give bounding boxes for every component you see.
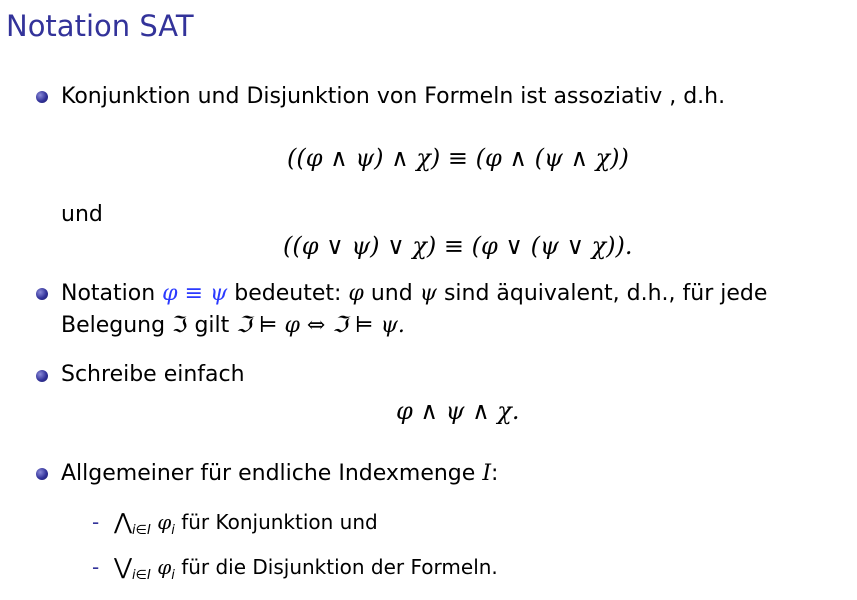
sub-item-2-text: für die Disjunktion der Formeln.	[181, 555, 498, 579]
big-disjunction-subscript: i∈I	[132, 568, 151, 583]
colon: :	[491, 461, 499, 486]
associativity-formula-or: ((φ ∨ ψ) ∨ χ) ≡ (φ ∨ (ψ ∨ χ)).	[283, 232, 633, 260]
big-disjunction-operator: ⋁	[114, 555, 133, 580]
bullet-4-marker	[36, 468, 48, 480]
index-set-symbol: I	[482, 461, 492, 486]
phi-i-formula: φ	[157, 510, 172, 534]
notation-formula: φ ≡ ψ	[162, 281, 228, 306]
associativity-formula-and: ((φ ∧ ψ) ∧ χ) ≡ (φ ∧ (ψ ∧ χ))	[287, 144, 629, 172]
sub-item-2	[114, 553, 498, 590]
gilt-text: gilt	[194, 313, 230, 338]
interpretation-symbol: ℑ	[172, 313, 188, 338]
sub-item-1-dash: -	[92, 510, 100, 534]
bullet-3-marker	[36, 370, 48, 382]
bullet-2-marker	[36, 288, 48, 300]
sub-item-2-dash: -	[92, 555, 100, 579]
sub-item-1-text: für Konjunktion und	[181, 510, 378, 534]
und-text: und	[370, 281, 413, 306]
big-conjunction-subscript: i∈I	[132, 523, 151, 538]
phi-i-subscript: i	[171, 523, 175, 538]
equivalence-text: sind äquivalent, d.h., für jede	[443, 281, 768, 306]
psi-symbol: ψ	[419, 281, 437, 306]
allgemeiner-text: Allgemeiner für endliche Indexmenge	[61, 461, 476, 486]
bullet-2-line-2	[61, 311, 405, 341]
notation-word: Notation	[61, 281, 156, 306]
bullet-2-line-1	[61, 279, 767, 309]
phi-i-formula-2: φ	[157, 555, 172, 579]
phi-symbol: φ	[348, 281, 364, 306]
bullet-3-text: Schreibe einfach	[61, 362, 245, 387]
bedeutet-text: bedeutet:	[234, 281, 342, 306]
bullet-4-text	[61, 459, 498, 489]
bullet-1-text: Konjunktion und Disjunktion von Formeln ist assoziativ , d.h.	[61, 84, 726, 109]
semantics-formula: ℑ ⊨ φ ⇔ ℑ ⊨ ψ.	[236, 313, 405, 338]
conjunction-chain-formula: φ ∧ ψ ∧ χ.	[396, 397, 520, 425]
connector-und: und	[61, 202, 103, 227]
slide-title: Notation SAT	[6, 9, 194, 43]
phi-i-subscript-2: i	[171, 568, 175, 583]
belegung-text: Belegung	[61, 313, 166, 338]
bullet-1-marker	[36, 91, 48, 103]
sub-item-1	[114, 508, 378, 545]
big-conjunction-operator: ⋀	[114, 510, 133, 535]
